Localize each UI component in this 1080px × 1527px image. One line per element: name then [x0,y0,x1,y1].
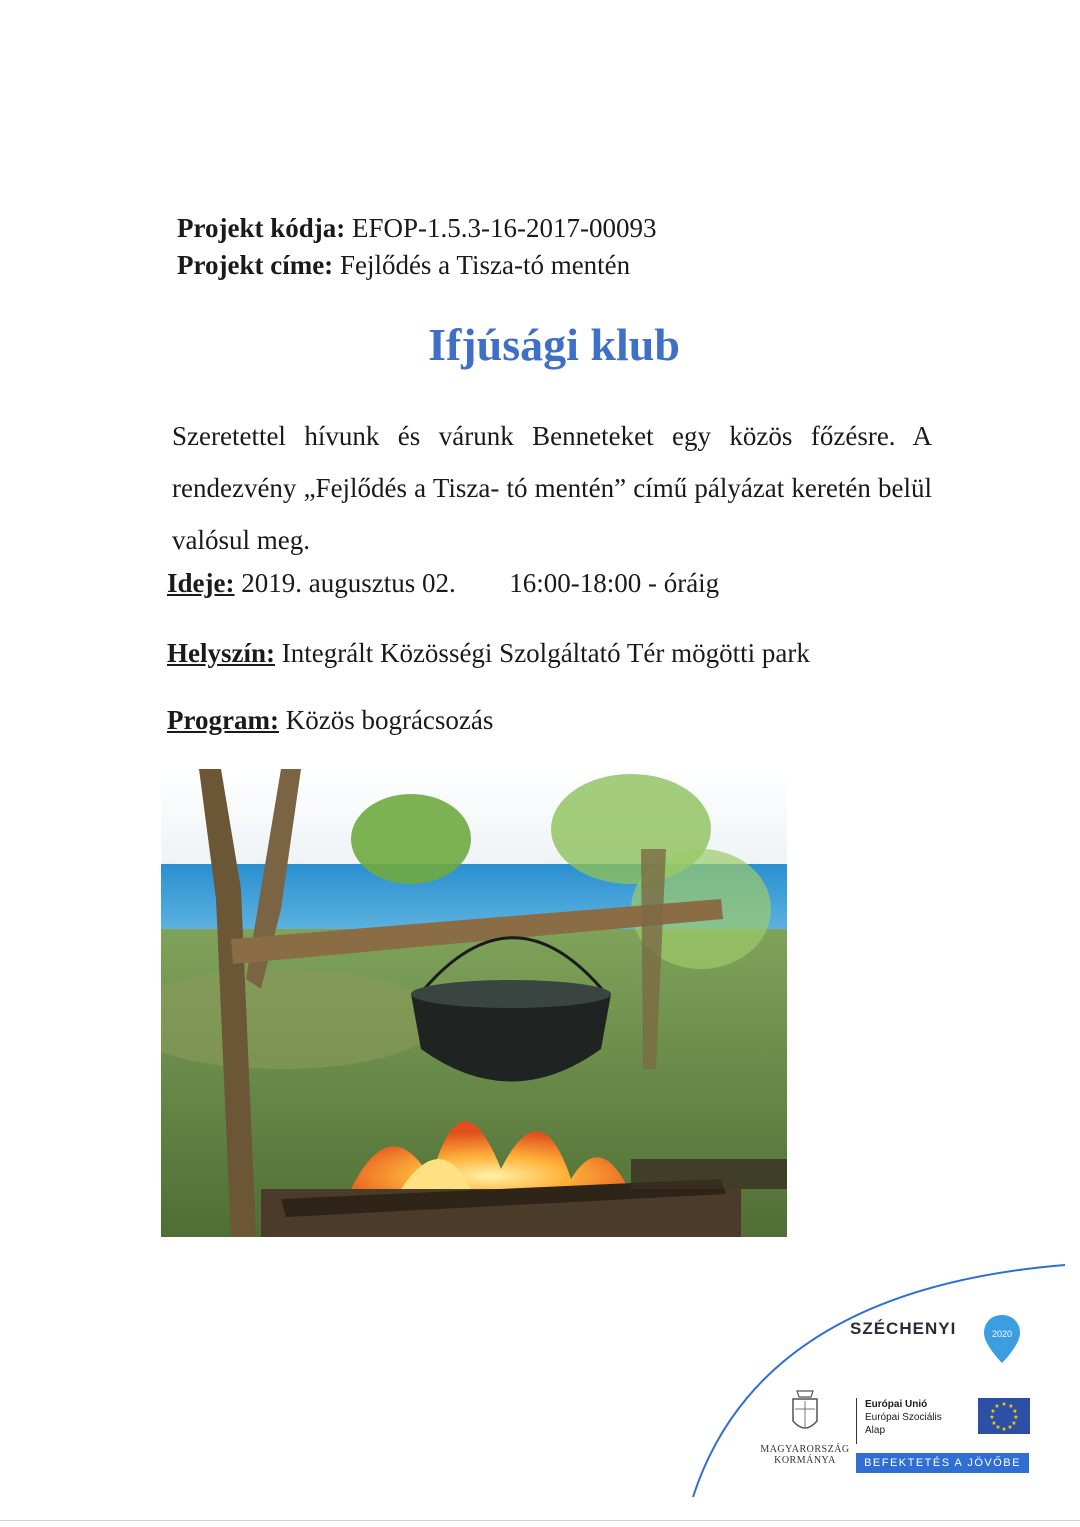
svg-text:★: ★ [1011,1420,1017,1427]
gov-line-2: KORMÁNYA [774,1455,836,1466]
szechenyi-pin-icon [982,1313,1022,1365]
svg-text:★: ★ [991,1420,997,1427]
eu-line-3: Alap [865,1425,886,1436]
intro-paragraph: Szeretettel hívunk és várunk Benneteket egy közös főzésre. A rendezvény „Fejlődés a Tisza- tó mentén” című pályázat keretén belül valósul meg. [172,421,932,555]
location-label: Helyszín: [167,638,275,668]
eu-slogan-banner: BEFEKTETÉS A JÖVŐBE [856,1453,1029,1473]
gov-line-1: MAGYARORSZÁG [760,1444,850,1455]
eu-line-2: Európai Szociális [865,1412,942,1423]
program-label: Program: [167,705,279,735]
project-code-value: EFOP-1.5.3-16-2017-00093 [352,213,657,243]
svg-text:★: ★ [1007,1424,1013,1431]
eu-fund-label [856,1398,985,1444]
svg-text:★: ★ [989,1414,995,1421]
date-label: Ideje: [167,568,235,598]
project-code-label: Projekt kódja: [177,213,346,243]
flyer-headline: Ifjúsági klub [428,319,680,370]
hungarian-government-logo [755,1385,855,1466]
location-value: Integrált Közösségi Szolgáltató Tér mögötti park [281,638,810,668]
scan-bottom-edge [0,1520,1080,1521]
eu-flag-icon [978,1398,1030,1434]
time-value: 16:00-18:00 - óráig [509,568,720,598]
campfire-cauldron-icon [161,769,787,1237]
eu-line-1: Európai Unió [865,1399,928,1410]
project-title-value: Fejlődés a Tisza-tó mentén [339,250,631,280]
svg-text:★: ★ [1012,1408,1018,1415]
project-title-line [177,249,630,281]
coat-of-arms-icon [787,1385,823,1439]
program-value: Közös bográcsozás [285,705,494,735]
project-title-label: Projekt címe: [177,250,334,280]
event-date-line [167,568,719,599]
svg-text:★: ★ [1008,1403,1014,1410]
date-value: 2019. augusztus 02. [241,568,456,598]
campfire-photo [161,769,787,1237]
event-location-line [167,638,810,669]
svg-text:★: ★ [1001,1426,1007,1433]
svg-text:★: ★ [995,1424,1001,1431]
svg-text:★: ★ [1001,1401,1007,1408]
svg-text:★: ★ [1013,1414,1019,1421]
szechenyi-logo-text: SZÉCHENYI [850,1319,957,1338]
project-code-line [177,212,657,244]
event-program-line [167,705,493,736]
svg-text:★: ★ [990,1408,996,1415]
svg-text:★: ★ [994,1403,1000,1410]
svg-text:2020: 2020 [991,1329,1013,1339]
